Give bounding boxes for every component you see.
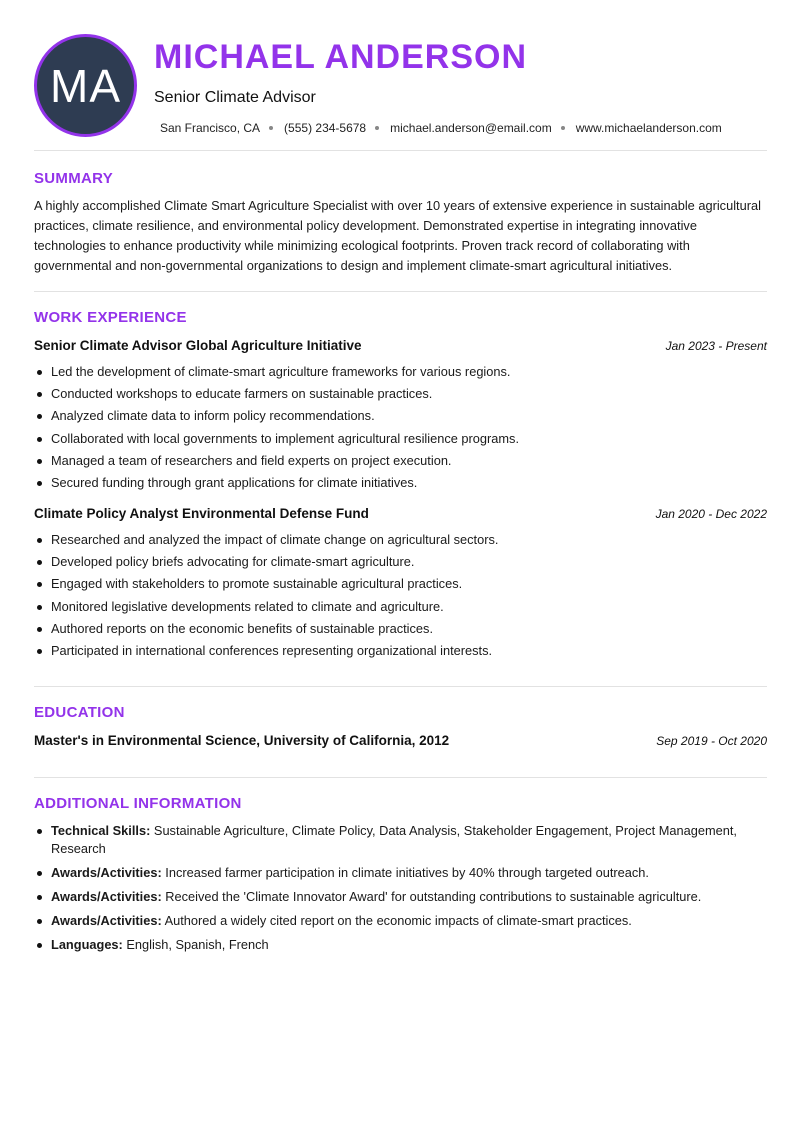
candidate-name: MICHAEL ANDERSON bbox=[154, 38, 528, 76]
job-date: Jan 2023 - Present bbox=[665, 339, 767, 353]
list-item bbox=[34, 912, 769, 930]
item-label: Languages: bbox=[51, 937, 123, 952]
contact-bar bbox=[160, 121, 722, 135]
additional-info-heading: ADDITIONAL INFORMATION bbox=[34, 795, 242, 812]
list-item bbox=[34, 888, 769, 906]
contact-email[interactable]: michael.anderson@email.com bbox=[390, 121, 552, 135]
list-item: Engaged with stakeholders to promote sustainable agricultural practices. bbox=[34, 575, 769, 593]
job-header bbox=[34, 506, 767, 521]
list-item bbox=[34, 822, 769, 858]
item-text: English, Spanish, French bbox=[126, 937, 269, 952]
list-item: Developed policy briefs advocating for climate-smart agriculture. bbox=[34, 553, 769, 571]
list-item: Participated in international conferences representing organizational interests. bbox=[34, 642, 769, 660]
list-item: Led the development of climate-smart agriculture frameworks for various regions. bbox=[34, 363, 769, 381]
divider bbox=[34, 150, 767, 151]
avatar bbox=[34, 34, 137, 137]
contact-website[interactable]: www.michaelanderson.com bbox=[575, 121, 722, 135]
item-text: Authored a widely cited report on the economic impacts of climate-smart practices. bbox=[164, 913, 632, 928]
item-text: Sustainable Agriculture, Climate Policy, Data Analysis, Stakeholder Engagement, Project Management, Research bbox=[51, 823, 737, 856]
item-text: Received the 'Climate Innovator Award' for outstanding contributions to sustainable agriculture. bbox=[165, 889, 702, 904]
list-item: Managed a team of researchers and field experts on project execution. bbox=[34, 452, 769, 470]
job-bullets bbox=[34, 531, 769, 664]
list-item: Secured funding through grant applications for climate initiatives. bbox=[34, 474, 769, 492]
list-item: Monitored legislative developments related to climate and agriculture. bbox=[34, 598, 769, 616]
separator-dot bbox=[375, 126, 379, 130]
item-text: Increased farmer participation in climate initiatives by 40% through targeted outreach. bbox=[165, 865, 649, 880]
education-heading: EDUCATION bbox=[34, 704, 125, 721]
separator-dot bbox=[561, 126, 565, 130]
job-header bbox=[34, 338, 767, 353]
summary-text: A highly accomplished Climate Smart Agriculture Specialist with over 10 years of extensive experience in sustainable agricultural practices, climate resilience, and environmental policy development. Demonstrated expertise in integrating innovative technologies to enhance productivity while minimizing ecological footprints. Proven track record of collaborating with governmental and non-governmental organizations to design and implement climate-smart agricultural initiatives. bbox=[34, 198, 761, 273]
list-item: Conducted workshops to educate farmers on sustainable practices. bbox=[34, 385, 769, 403]
separator-dot bbox=[269, 126, 273, 130]
list-item bbox=[34, 936, 769, 954]
list-item: Collaborated with local governments to implement agricultural resilience programs. bbox=[34, 430, 769, 448]
job-bullets bbox=[34, 363, 769, 496]
list-item bbox=[34, 864, 769, 882]
item-label: Awards/Activities: bbox=[51, 913, 162, 928]
avatar-initials: MA bbox=[50, 59, 121, 112]
list-item: Analyzed climate data to inform policy recommendations. bbox=[34, 407, 769, 425]
summary-heading: SUMMARY bbox=[34, 170, 114, 187]
job-date: Jan 2020 - Dec 2022 bbox=[655, 507, 767, 521]
contact-location: San Francisco, CA bbox=[160, 121, 261, 135]
education-entry bbox=[34, 733, 767, 748]
job-role: Climate Policy Analyst Environmental Defense Fund bbox=[34, 506, 369, 521]
contact-phone: (555) 234-5678 bbox=[284, 121, 367, 135]
list-item: Authored reports on the economic benefits of sustainable practices. bbox=[34, 620, 769, 638]
job-role: Senior Climate Advisor Global Agriculture Initiative bbox=[34, 338, 362, 353]
job-title: Senior Climate Advisor bbox=[154, 89, 316, 106]
list-item: Researched and analyzed the impact of climate change on agricultural sectors. bbox=[34, 531, 769, 549]
divider bbox=[34, 686, 767, 687]
degree: Master's in Environmental Science, University of California, 2012 bbox=[34, 733, 450, 748]
divider bbox=[34, 291, 767, 292]
additional-info-list bbox=[34, 822, 769, 960]
education-date: Sep 2019 - Oct 2020 bbox=[656, 734, 767, 748]
item-label: Awards/Activities: bbox=[51, 865, 162, 880]
item-label: Technical Skills: bbox=[51, 823, 151, 838]
item-label: Awards/Activities: bbox=[51, 889, 162, 904]
divider bbox=[34, 777, 767, 778]
work-experience-heading: WORK EXPERIENCE bbox=[34, 309, 187, 326]
